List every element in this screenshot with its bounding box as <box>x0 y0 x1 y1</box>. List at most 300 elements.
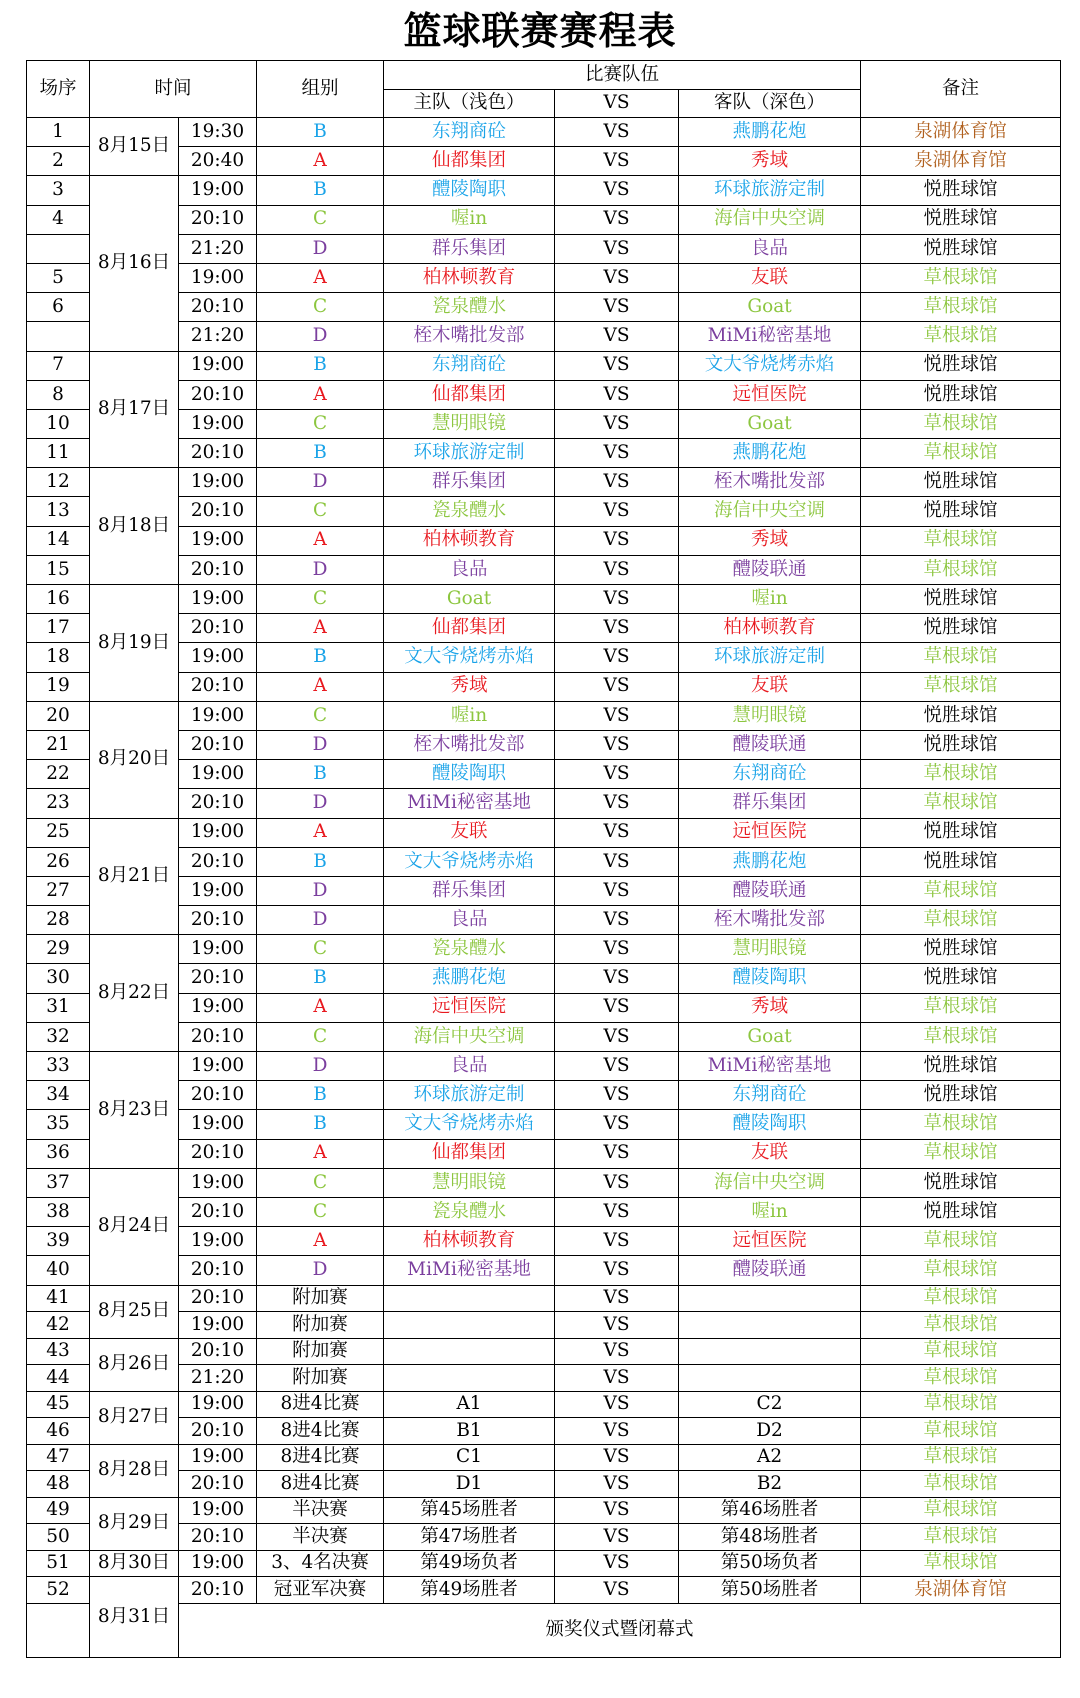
match-row <box>27 147 1061 176</box>
match-number: 46 <box>27 1418 90 1445</box>
match-time: 20:10 <box>179 789 257 818</box>
match-number: 15 <box>27 555 90 584</box>
match-date: 8月23日 <box>90 1052 179 1169</box>
match-row <box>27 351 1061 380</box>
vs-label: VS <box>555 672 679 701</box>
match-number: 41 <box>27 1285 90 1312</box>
match-time: 21:20 <box>179 1365 257 1392</box>
match-date: 8月31日 <box>90 1577 179 1658</box>
match-group: A <box>257 614 384 643</box>
vs-label: VS <box>555 497 679 526</box>
away-team: B2 <box>679 1471 861 1498</box>
vs-label: VS <box>555 964 679 993</box>
match-row <box>27 1418 1061 1445</box>
home-team: MiMi秘密基地 <box>384 1256 555 1285</box>
match-time: 19:00 <box>179 1391 257 1418</box>
match-group: B <box>257 847 384 876</box>
closing-ceremony: 颁奖仪式暨闭幕式 <box>179 1603 1061 1657</box>
venue: 悦胜球馆 <box>861 964 1061 993</box>
vs-label: VS <box>555 468 679 497</box>
match-time: 20:10 <box>179 1285 257 1312</box>
home-team: 良品 <box>384 906 555 935</box>
home-team: C1 <box>384 1444 555 1471</box>
vs-label: VS <box>555 876 679 905</box>
match-time: 19:00 <box>179 526 257 555</box>
match-number: 3 <box>27 176 90 205</box>
away-team <box>679 1365 861 1392</box>
match-time: 20:10 <box>179 380 257 409</box>
away-team: A2 <box>679 1444 861 1471</box>
match-number: 1 <box>27 118 90 147</box>
match-group: C <box>257 935 384 964</box>
match-group: 8进4比赛 <box>257 1471 384 1498</box>
match-row <box>27 1312 1061 1339</box>
away-team: Goat <box>679 1022 861 1051</box>
match-row <box>27 789 1061 818</box>
venue: 悦胜球馆 <box>861 380 1061 409</box>
match-group: A <box>257 263 384 292</box>
away-team: 第50场负者 <box>679 1550 861 1577</box>
match-number: 4 <box>27 205 90 234</box>
match-group: D <box>257 322 384 351</box>
away-team: 海信中央空调 <box>679 205 861 234</box>
home-team: 喔in <box>384 205 555 234</box>
match-time: 19:00 <box>179 818 257 847</box>
match-date: 8月17日 <box>90 351 179 468</box>
match-group: A <box>257 1227 384 1256</box>
venue: 草根球馆 <box>861 322 1061 351</box>
match-group: A <box>257 672 384 701</box>
vs-label: VS <box>555 760 679 789</box>
away-team: 第46场胜者 <box>679 1497 861 1524</box>
away-team: 海信中央空调 <box>679 497 861 526</box>
away-team: 群乐集团 <box>679 789 861 818</box>
match-group: C <box>257 1022 384 1051</box>
vs-label: VS <box>555 935 679 964</box>
away-team: 东翔商砼 <box>679 1081 861 1110</box>
venue: 草根球馆 <box>861 643 1061 672</box>
away-team: 桎木嘴批发部 <box>679 906 861 935</box>
match-row <box>27 906 1061 935</box>
match-row <box>27 1365 1061 1392</box>
home-team: 喔in <box>384 701 555 730</box>
away-team: MiMi秘密基地 <box>679 1052 861 1081</box>
vs-label: VS <box>555 1081 679 1110</box>
away-team: 远恒医院 <box>679 380 861 409</box>
match-time: 20:10 <box>179 730 257 759</box>
match-time: 20:10 <box>179 1471 257 1498</box>
match-row <box>27 585 1061 614</box>
away-team: 秀域 <box>679 993 861 1022</box>
vs-label: VS <box>555 1444 679 1471</box>
match-row <box>27 439 1061 468</box>
match-number: 38 <box>27 1197 90 1226</box>
match-time: 20:10 <box>179 497 257 526</box>
match-time: 19:00 <box>179 1227 257 1256</box>
away-team: MiMi秘密基地 <box>679 322 861 351</box>
match-row <box>27 643 1061 672</box>
ceremony-row <box>27 1603 1061 1657</box>
match-row <box>27 205 1061 234</box>
match-number: 17 <box>27 614 90 643</box>
match-time: 21:20 <box>179 322 257 351</box>
vs-label: VS <box>555 293 679 322</box>
match-group: B <box>257 643 384 672</box>
away-team: 友联 <box>679 1139 861 1168</box>
vs-label: VS <box>555 234 679 263</box>
match-group: 冠亚军决赛 <box>257 1577 384 1604</box>
venue: 悦胜球馆 <box>861 847 1061 876</box>
match-number: 22 <box>27 760 90 789</box>
away-team: 友联 <box>679 263 861 292</box>
away-team: 喔in <box>679 585 861 614</box>
home-team: 第49场负者 <box>384 1550 555 1577</box>
match-row <box>27 468 1061 497</box>
match-group: 附加赛 <box>257 1365 384 1392</box>
header-teams: 比赛队伍 <box>384 61 861 90</box>
match-group: 半决赛 <box>257 1497 384 1524</box>
match-row <box>27 234 1061 263</box>
match-row <box>27 847 1061 876</box>
match-time: 20:10 <box>179 1338 257 1365</box>
venue: 草根球馆 <box>861 1418 1061 1445</box>
vs-label: VS <box>555 1550 679 1577</box>
match-row <box>27 1338 1061 1365</box>
header-home: 主队（浅色） <box>384 90 555 118</box>
match-date: 8月30日 <box>90 1550 179 1577</box>
match-row <box>27 1524 1061 1551</box>
match-number: 32 <box>27 1022 90 1051</box>
away-team: 环球旅游定制 <box>679 176 861 205</box>
match-time: 19:00 <box>179 1550 257 1577</box>
match-time: 20:10 <box>179 964 257 993</box>
match-group: B <box>257 964 384 993</box>
vs-label: VS <box>555 701 679 730</box>
match-number: 29 <box>27 935 90 964</box>
match-time: 19:00 <box>179 701 257 730</box>
match-group: C <box>257 1197 384 1226</box>
match-row <box>27 1577 1061 1604</box>
home-team: 群乐集团 <box>384 876 555 905</box>
match-row <box>27 1391 1061 1418</box>
match-number: 51 <box>27 1550 90 1577</box>
vs-label: VS <box>555 1365 679 1392</box>
match-row <box>27 701 1061 730</box>
venue: 草根球馆 <box>861 1365 1061 1392</box>
venue: 泉湖体育馆 <box>861 147 1061 176</box>
header-time: 时间 <box>90 61 257 118</box>
away-team: 桎木嘴批发部 <box>679 468 861 497</box>
home-team: 文大爷烧烤赤焰 <box>384 847 555 876</box>
match-date: 8月15日 <box>90 118 179 176</box>
venue: 草根球馆 <box>861 526 1061 555</box>
away-team: 良品 <box>679 234 861 263</box>
match-row <box>27 1139 1061 1168</box>
match-time: 19:00 <box>179 1052 257 1081</box>
match-group: A <box>257 993 384 1022</box>
match-time: 20:10 <box>179 1418 257 1445</box>
vs-label: VS <box>555 643 679 672</box>
vs-label: VS <box>555 789 679 818</box>
match-row <box>27 1256 1061 1285</box>
match-row <box>27 964 1061 993</box>
match-time: 19:00 <box>179 1312 257 1339</box>
vs-label: VS <box>555 1110 679 1139</box>
home-team: 瓷泉醴水 <box>384 1197 555 1226</box>
match-row <box>27 497 1061 526</box>
away-team: 秀域 <box>679 526 861 555</box>
vs-label: VS <box>555 1471 679 1498</box>
venue: 悦胜球馆 <box>861 205 1061 234</box>
match-row <box>27 409 1061 438</box>
home-team <box>384 1338 555 1365</box>
match-number: 28 <box>27 906 90 935</box>
match-row <box>27 1081 1061 1110</box>
match-date: 8月29日 <box>90 1497 179 1550</box>
match-number: 34 <box>27 1081 90 1110</box>
match-number: 10 <box>27 409 90 438</box>
match-row <box>27 263 1061 292</box>
match-time: 20:10 <box>179 614 257 643</box>
home-team: 远恒医院 <box>384 993 555 1022</box>
vs-label: VS <box>555 1577 679 1604</box>
away-team: 醴陵陶职 <box>679 964 861 993</box>
header-vs: VS <box>555 90 679 118</box>
header-row-top <box>27 61 1061 90</box>
vs-label: VS <box>555 1139 679 1168</box>
match-time: 19:00 <box>179 263 257 292</box>
match-time: 20:10 <box>179 439 257 468</box>
home-team: 慧明眼镜 <box>384 409 555 438</box>
home-team: 醴陵陶职 <box>384 176 555 205</box>
match-row <box>27 1110 1061 1139</box>
venue: 悦胜球馆 <box>861 497 1061 526</box>
match-number: 39 <box>27 1227 90 1256</box>
match-number: 35 <box>27 1110 90 1139</box>
match-row <box>27 818 1061 847</box>
venue: 草根球馆 <box>861 1022 1061 1051</box>
match-number: 44 <box>27 1365 90 1392</box>
match-group: C <box>257 205 384 234</box>
away-team: 环球旅游定制 <box>679 643 861 672</box>
home-team: 群乐集团 <box>384 234 555 263</box>
vs-label: VS <box>555 1227 679 1256</box>
home-team <box>384 1312 555 1339</box>
match-number: 19 <box>27 672 90 701</box>
match-time: 20:10 <box>179 1524 257 1551</box>
match-group: 附加赛 <box>257 1312 384 1339</box>
home-team: 燕鹏花炮 <box>384 964 555 993</box>
match-group: B <box>257 176 384 205</box>
vs-label: VS <box>555 1052 679 1081</box>
match-time: 19:00 <box>179 760 257 789</box>
match-group: D <box>257 730 384 759</box>
match-time: 19:00 <box>179 993 257 1022</box>
match-number: 47 <box>27 1444 90 1471</box>
vs-label: VS <box>555 1524 679 1551</box>
vs-label: VS <box>555 176 679 205</box>
home-team: Goat <box>384 585 555 614</box>
home-team: 文大爷烧烤赤焰 <box>384 1110 555 1139</box>
venue: 草根球馆 <box>861 439 1061 468</box>
match-number: 2 <box>27 147 90 176</box>
home-team: D1 <box>384 1471 555 1498</box>
venue: 草根球馆 <box>861 906 1061 935</box>
away-team: 东翔商砼 <box>679 760 861 789</box>
venue: 草根球馆 <box>861 263 1061 292</box>
match-row <box>27 1197 1061 1226</box>
match-row <box>27 526 1061 555</box>
venue: 悦胜球馆 <box>861 614 1061 643</box>
venue: 草根球馆 <box>861 1312 1061 1339</box>
match-row <box>27 1022 1061 1051</box>
venue: 草根球馆 <box>861 1524 1061 1551</box>
match-group: C <box>257 701 384 730</box>
vs-label: VS <box>555 1285 679 1312</box>
venue: 悦胜球馆 <box>861 234 1061 263</box>
match-number: 16 <box>27 585 90 614</box>
match-time: 19:00 <box>179 468 257 497</box>
match-row <box>27 176 1061 205</box>
venue: 悦胜球馆 <box>861 935 1061 964</box>
vs-label: VS <box>555 147 679 176</box>
match-group: A <box>257 147 384 176</box>
home-team: 醴陵陶职 <box>384 760 555 789</box>
match-number: 40 <box>27 1256 90 1285</box>
match-time: 19:00 <box>179 935 257 964</box>
match-group: 8进4比赛 <box>257 1391 384 1418</box>
home-team: 仙都集团 <box>384 614 555 643</box>
match-group: D <box>257 555 384 584</box>
away-team: 第50场胜者 <box>679 1577 861 1604</box>
header-note: 备注 <box>861 61 1061 118</box>
home-team: 桎木嘴批发部 <box>384 322 555 351</box>
match-number: 30 <box>27 964 90 993</box>
home-team: 环球旅游定制 <box>384 439 555 468</box>
match-group: 半决赛 <box>257 1524 384 1551</box>
away-team <box>679 1338 861 1365</box>
vs-label: VS <box>555 585 679 614</box>
home-team: 文大爷烧烤赤焰 <box>384 643 555 672</box>
match-number: 45 <box>27 1391 90 1418</box>
home-team: MiMi秘密基地 <box>384 789 555 818</box>
vs-label: VS <box>555 526 679 555</box>
home-team: 良品 <box>384 555 555 584</box>
match-time: 20:10 <box>179 1022 257 1051</box>
home-team: 东翔商砼 <box>384 351 555 380</box>
match-row <box>27 935 1061 964</box>
match-time: 19:00 <box>179 176 257 205</box>
away-team: 醴陵陶职 <box>679 1110 861 1139</box>
away-team: D2 <box>679 1418 861 1445</box>
match-time: 20:10 <box>179 1256 257 1285</box>
match-row <box>27 1497 1061 1524</box>
match-group: 附加赛 <box>257 1338 384 1365</box>
match-number: 20 <box>27 701 90 730</box>
venue: 草根球馆 <box>861 1391 1061 1418</box>
home-team: 瓷泉醴水 <box>384 293 555 322</box>
venue: 悦胜球馆 <box>861 701 1061 730</box>
home-team <box>384 1365 555 1392</box>
away-team: 醴陵联通 <box>679 730 861 759</box>
match-number: 52 <box>27 1577 90 1604</box>
away-team: 燕鹏花炮 <box>679 847 861 876</box>
match-date: 8月28日 <box>90 1444 179 1497</box>
vs-label: VS <box>555 118 679 147</box>
match-row <box>27 380 1061 409</box>
match-number <box>27 322 90 351</box>
page-title: 篮球联赛赛程表 <box>403 9 677 53</box>
away-team <box>679 1285 861 1312</box>
match-time: 19:00 <box>179 876 257 905</box>
home-team: 良品 <box>384 1052 555 1081</box>
match-group: A <box>257 380 384 409</box>
match-time: 20:10 <box>179 1139 257 1168</box>
vs-label: VS <box>555 1022 679 1051</box>
match-date: 8月16日 <box>90 176 179 351</box>
match-number: 33 <box>27 1052 90 1081</box>
venue: 泉湖体育馆 <box>861 1577 1061 1604</box>
vs-label: VS <box>555 614 679 643</box>
match-row <box>27 1227 1061 1256</box>
venue: 草根球馆 <box>861 1110 1061 1139</box>
match-row <box>27 293 1061 322</box>
home-team: 友联 <box>384 818 555 847</box>
vs-label: VS <box>555 439 679 468</box>
match-number: 36 <box>27 1139 90 1168</box>
away-team: 燕鹏花炮 <box>679 439 861 468</box>
vs-label: VS <box>555 993 679 1022</box>
match-time: 19:00 <box>179 585 257 614</box>
vs-label: VS <box>555 555 679 584</box>
away-team: 远恒医院 <box>679 1227 861 1256</box>
match-group: C <box>257 293 384 322</box>
match-row <box>27 1444 1061 1471</box>
away-team: 醴陵联通 <box>679 876 861 905</box>
venue: 草根球馆 <box>861 672 1061 701</box>
vs-label: VS <box>555 1338 679 1365</box>
match-date: 8月26日 <box>90 1338 179 1391</box>
venue: 悦胜球馆 <box>861 585 1061 614</box>
vs-label: VS <box>555 906 679 935</box>
match-group: 3、4名决赛 <box>257 1550 384 1577</box>
match-number: 7 <box>27 351 90 380</box>
match-row <box>27 614 1061 643</box>
match-date: 8月19日 <box>90 585 179 702</box>
vs-label: VS <box>555 730 679 759</box>
home-team: 桎木嘴批发部 <box>384 730 555 759</box>
match-group: D <box>257 234 384 263</box>
match-time: 20:10 <box>179 555 257 584</box>
home-team: 仙都集团 <box>384 147 555 176</box>
venue: 草根球馆 <box>861 1256 1061 1285</box>
match-row <box>27 1550 1061 1577</box>
match-time: 20:10 <box>179 906 257 935</box>
match-group: D <box>257 789 384 818</box>
venue: 草根球馆 <box>861 293 1061 322</box>
home-team: 环球旅游定制 <box>384 1081 555 1110</box>
match-group: B <box>257 118 384 147</box>
home-team: 群乐集团 <box>384 468 555 497</box>
header-no: 场序 <box>27 61 90 118</box>
away-team: 友联 <box>679 672 861 701</box>
match-number: 11 <box>27 439 90 468</box>
home-team: 瓷泉醴水 <box>384 497 555 526</box>
match-number: 42 <box>27 1312 90 1339</box>
venue: 草根球馆 <box>861 993 1061 1022</box>
venue: 草根球馆 <box>861 1550 1061 1577</box>
match-group: C <box>257 409 384 438</box>
